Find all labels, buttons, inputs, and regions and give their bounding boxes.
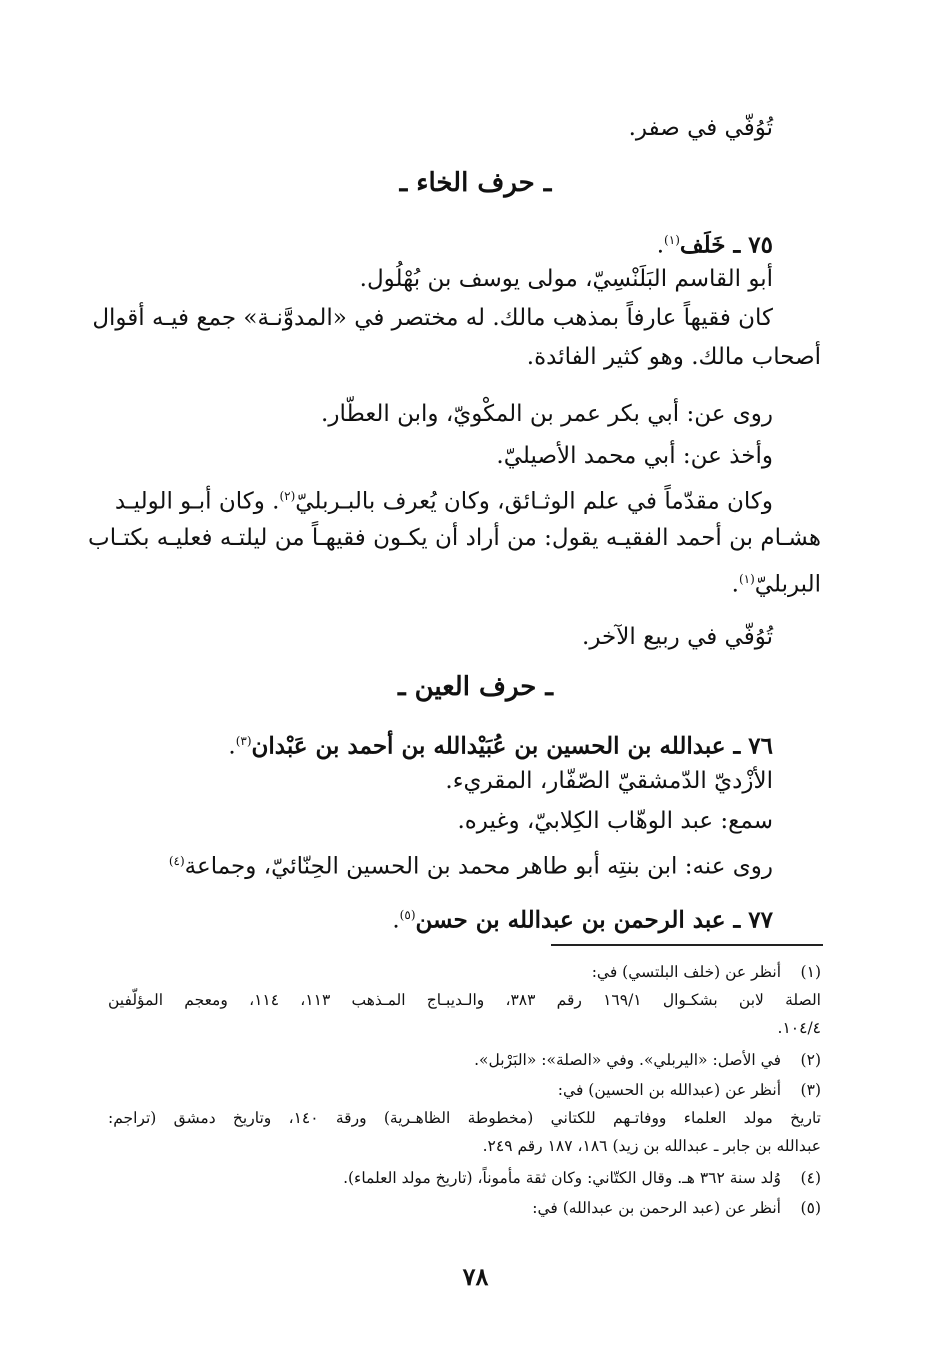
text-line [732, 563, 821, 601]
text-line [115, 480, 773, 518]
footnote-3-line-3: عبدالله بن جابر ـ عبدالله بن زيد) ١٨٦، ١٨٧ رقم ٢٤٩. [482, 1137, 821, 1155]
footnote-number: (٥) [800, 1199, 821, 1217]
text-line: تُوُفّي في ربيع الآخر. [582, 624, 773, 650]
footnote-separator [551, 944, 823, 946]
text-line: سمع: عبد الوهّاب الكِلابيّ، وغيره. [457, 808, 773, 834]
footnote-1-line-3: ١٠٤/٤. [777, 1019, 821, 1037]
footnote-text: أنظر عن (عبدالله بن الحسين) في: [557, 1081, 781, 1099]
footnote-text: في الأصل: «اليربلي». وفي «الصلة»: «البَرْبل». [474, 1051, 781, 1069]
footnote-ref: (٣) [235, 734, 252, 748]
entry-76-end: . [228, 733, 236, 760]
footnote-number: (٤) [800, 1169, 821, 1187]
footnote-4 [343, 1166, 821, 1190]
text-line: الأزْديّ الدّمشقيّ الصّفّار، المقريء. [445, 768, 773, 794]
entry-77-end: . [392, 907, 400, 934]
page-number: ٧٨ [462, 1262, 489, 1291]
entry-77-title: ٧٧ ـ عبد الرحمن بن عبدالله بن حسن [415, 906, 773, 934]
text-line [169, 845, 773, 883]
footnote-text: أنظر عن (خلف البلتسي) في: [591, 963, 781, 981]
footnote-1-line-2: الصلة لابن بشكـوال ١٦٩/١ رقم ٣٨٣، والـديبـاج المـذهب ١١٣، ١١٤، ومعجم المؤلّفين [108, 991, 821, 1009]
footnote-3 [558, 1078, 821, 1102]
section-heading-ain: ـ حرف العين ـ [397, 672, 554, 702]
footnote-ref: (٢) [279, 489, 296, 503]
text-segment: وكان مقدّماً في علم الوثـائق، وكان يُعرف بالبـربليّ [295, 488, 773, 515]
text-segment: . [731, 571, 739, 598]
footnote-ref: (٤) [168, 854, 185, 868]
text-line: روى عن: أبي بكر عمر بن المكْويّ، وابن العطّار. [321, 401, 773, 427]
entry-76-title: ٧٦ ـ عبدالله بن الحسين بن عُبَيْدالله بن أحمد بن عَبْدان [251, 732, 773, 760]
text-segment: روى عنه: ابن بنتِه أبو طاهر محمد بن الحسين الحِنّائيّ، وجماعة [184, 853, 773, 880]
entry-77-heading [392, 899, 773, 937]
entry-75-end: . [656, 232, 665, 259]
footnote-2 [474, 1048, 821, 1072]
section-heading-khaa: ـ حرف الخاء ـ [399, 168, 552, 198]
footnote-number: (٣) [800, 1081, 821, 1099]
entry-76-heading [228, 725, 773, 763]
footnote-ref: (١) [738, 572, 755, 586]
footnote-number: (١) [800, 963, 821, 981]
text-line: كان فقيهاً عارفاً بمذهب مالك. له مختصر في «المدوَّنـة» جمع فيـه أقوال [92, 305, 773, 331]
footnote-number: (٢) [800, 1051, 821, 1069]
text-line: أصحاب مالك. وهو كثير الفائدة. [526, 344, 821, 370]
footnote-ref: (١) [664, 233, 680, 247]
footnote-1 [592, 960, 821, 984]
footnote-3-line-2: تاريخ مولد العلماء ووفاتـهم للكتاني (مخطوطة الظاهـرية) ورقة ١٤٠، وتاريخ دمشق (تراجم: [108, 1109, 821, 1127]
text-segment: . وكان أبـو الوليـد [114, 488, 280, 515]
text-line: وأخذ عن: أبي محمد الأصيليّ. [496, 443, 773, 469]
footnote-text: أنظر عن (عبد الرحمن بن عبدالله) في: [532, 1199, 781, 1217]
entry-75-heading [657, 224, 773, 262]
text-line: هشـام بن أحمد الفقيـه يقول: من أراد أن يكـون فقيهـاً من ليلتـه فعليـه بكتـاب [88, 525, 821, 551]
text-line: أبو القاسم البَلَنْسِيّ، مولى يوسف بن بُهْلُول. [359, 266, 773, 292]
entry-75-title: ٧٥ ـ خَلَف [679, 231, 773, 259]
footnote-5 [532, 1196, 821, 1220]
text-segment: البربليّ [754, 571, 821, 598]
footnote-text: وُلد سنة ٣٦٢ هـ. وقال الكتّاني: وكان ثقة مأموناً، (تاريخ مولد العلماء). [343, 1169, 781, 1187]
footnote-ref: (٥) [399, 908, 416, 922]
text-line: تُوُفّي في صفر. [628, 115, 773, 141]
